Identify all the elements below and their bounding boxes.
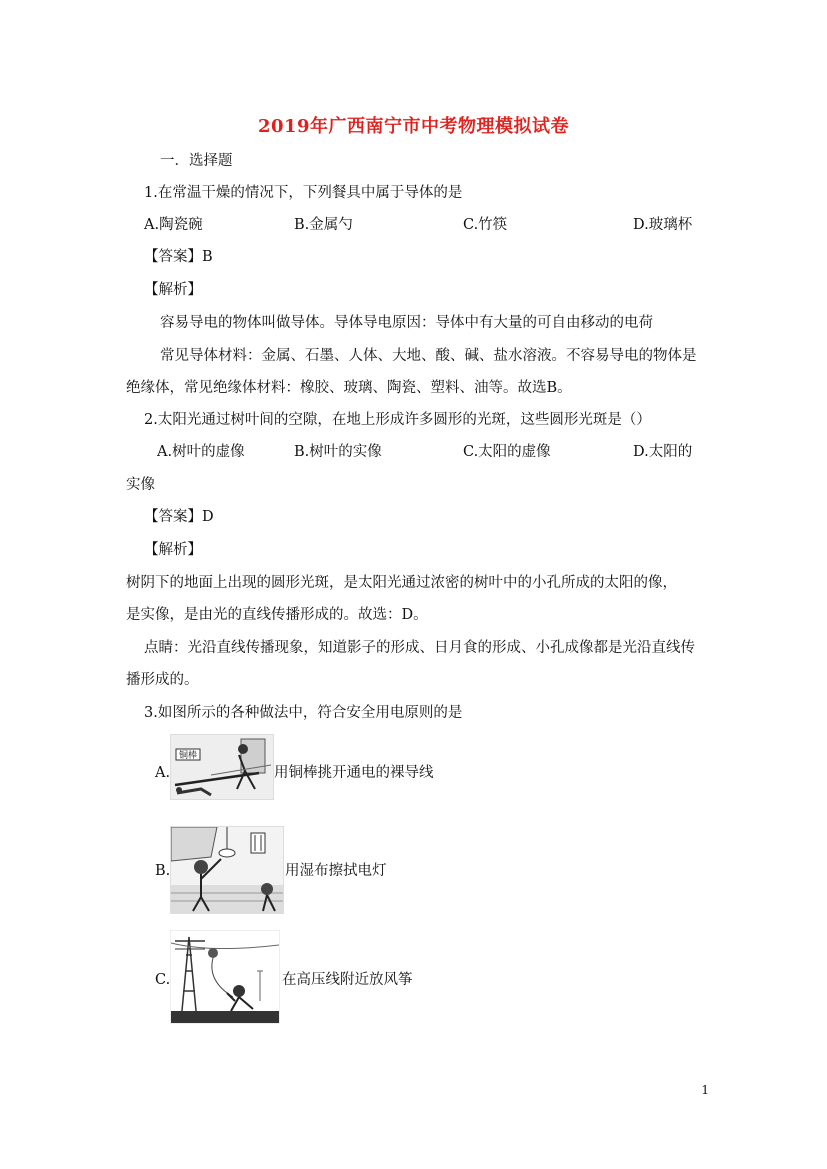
- q2-option-d: D.太阳的: [633, 444, 693, 460]
- q3-option-c-letter: C.: [155, 972, 171, 988]
- q1-answer: 【答案】B: [144, 249, 213, 265]
- q3-option-c-text: 在高压线附近放风筝: [282, 972, 413, 988]
- q1-option-a: A.陶瓷碗: [144, 217, 203, 233]
- q2-option-d-wrap: 实像: [126, 477, 155, 493]
- q3-option-a-letter: A.: [155, 765, 171, 781]
- q3-option-b-text: 用湿布擦拭电灯: [285, 863, 387, 879]
- kite-power-line-illustration: [170, 930, 280, 1024]
- page-number: 1: [701, 1083, 709, 1097]
- q2-analysis-label: 【解析】: [144, 542, 202, 558]
- page-title: 2019年广西南宁市中考物理模拟试卷: [257, 116, 570, 137]
- q3-option-a-text: 用铜棒挑开通电的裸导线: [274, 765, 434, 781]
- q2-answer: 【答案】D: [144, 509, 214, 525]
- q1-analysis-line: 常见导体材料：金属、石墨、人体、大地、酸、碱、盐水溶液。不容易导电的物体是: [160, 348, 697, 364]
- q3-stem: 3.如图所示的各种做法中，符合安全用电原则的是: [144, 705, 463, 721]
- q2-stem: 2.太阳光通过树叶间的空隙，在地上形成许多圆形的光斑，这些圆形光斑是（）: [144, 412, 651, 428]
- q2-analysis-line: 播形成的。: [126, 672, 199, 688]
- q2-option-c: C.太阳的虚像: [463, 444, 551, 460]
- q2-analysis-line: 是实像，是由光的直线传播形成的。故选：D。: [126, 607, 428, 623]
- q1-stem: 1.在常温干燥的情况下，下列餐具中属于导体的是: [144, 185, 463, 201]
- q2-analysis-line: 树阴下的地面上出现的圆形光斑，是太阳光通过浓密的树叶中的小孔所成的太阳的像，: [126, 575, 677, 591]
- q1-option-c: C.竹筷: [463, 217, 508, 233]
- q1-option-b: B.金属勺: [294, 217, 353, 233]
- pic-label: 铜棒: [179, 751, 198, 761]
- q2-option-a: A.树叶的虚像: [157, 444, 245, 460]
- q1-option-d: D.玻璃杯: [633, 217, 693, 233]
- q2-analysis-line: 点睛：光沿直线传播现象，知道影子的形成、日月食的形成、小孔成像都是光沿直线传: [144, 640, 695, 656]
- wet-cloth-lamp-illustration: [170, 826, 284, 914]
- copper-rod-illustration: [170, 734, 274, 800]
- q1-analysis-line: 绝缘体，常见绝缘体材料：橡胶、玻璃、陶瓷、塑料、油等。故选B。: [126, 380, 572, 396]
- q2-option-b: B.树叶的实像: [294, 444, 382, 460]
- q1-analysis-label: 【解析】: [144, 282, 202, 298]
- section-heading: 一．选择题: [160, 153, 233, 169]
- q1-analysis-line: 容易导电的物体叫做导体。导体导电原因：导体中有大量的可自由移动的电荷: [160, 315, 653, 331]
- q3-option-b-letter: B.: [155, 863, 171, 879]
